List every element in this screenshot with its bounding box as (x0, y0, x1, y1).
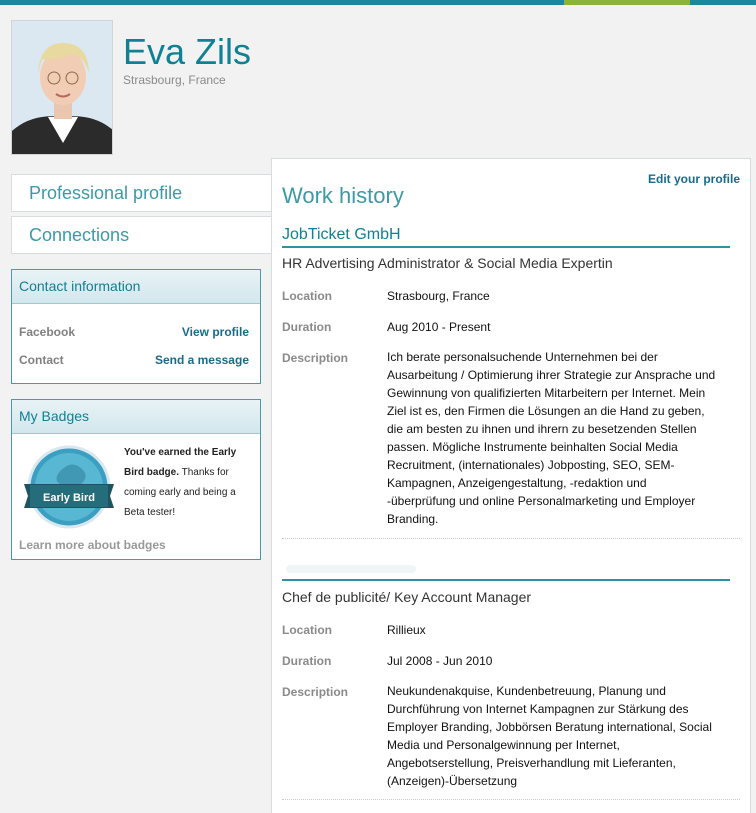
description-value: Neukundenakquise, Kundenbetreuung, Planung und Durchführung von Internet Kampagnen zur Stärkung des Employer Branding, Jobbörsen Beratung international, Social Media und Personalgewinnung per Internet, Angebotserstellung, Preisverhandlung mit Lieferanten, (Anzeigen)-Übersetzung (387, 684, 712, 788)
work-history-panel (271, 158, 751, 813)
early-bird-badge-icon (24, 445, 114, 529)
avatar (11, 20, 113, 155)
top-bar (0, 0, 756, 5)
description-label: Description (282, 351, 349, 365)
description-value: Ich berate personalsuchende Unternehmen bei der Ausarbeitung / Optimierung ihrer Strategie zur Ansprache und Gewinnung von qualifizierten Mitarbeitern per Internet. Mein Ziel ist es, den Firmen die Lösungen an die Hand zu geben, die am besten zu ihnen und ihrern zu besetzenden Stellen passen. Mögliche Instrumente beinhalten Social Media Recruitment, (internationales) Jobposting, SEO, SEM-Kampagnen, Anzeigengestaltung, -redaktion und -überprüfung und online Personalmarketing und Employer Branding. (387, 350, 716, 526)
duration-value: Aug 2010 - Present (387, 320, 491, 334)
contact-row-contact (19, 353, 249, 367)
location-value: Strasbourg, France (387, 289, 490, 303)
badge-description-bold: You've earned the Early Bird badge. (124, 447, 237, 478)
tab-professional-profile[interactable]: Professional profile (11, 174, 272, 212)
job-separator (282, 799, 740, 800)
location-label: Location (282, 623, 332, 637)
view-profile-link[interactable]: View profile (181, 325, 249, 339)
duration-value: Jul 2008 - Jun 2010 (387, 654, 493, 668)
my-badges-title: My Badges (12, 400, 260, 434)
company-name-redacted (286, 565, 416, 573)
top-bar-accent (564, 0, 690, 5)
profile-location: Strasbourg, France (123, 73, 226, 87)
location-label: Location (282, 289, 332, 303)
contact-label: Facebook (19, 325, 76, 339)
contact-information-box (11, 269, 261, 384)
my-badges-box (11, 399, 261, 560)
job-title: Chef de publicité/ Key Account Manager (282, 589, 532, 605)
profile-name: Eva Zils (123, 31, 252, 72)
contact-information-title: Contact information (12, 270, 260, 304)
contact-row-facebook (19, 325, 249, 339)
duration-label: Duration (282, 320, 332, 334)
description-label: Description (282, 685, 349, 699)
job-separator (282, 538, 740, 539)
company-name[interactable] (282, 559, 730, 581)
duration-label: Duration (282, 654, 332, 668)
edit-profile-link[interactable]: Edit your profile (647, 172, 740, 186)
location-value: Rillieux (387, 623, 426, 637)
learn-more-badges-link[interactable]: Learn more about badges (19, 538, 166, 552)
badge-description-rest: Thanks for coming early and being a Beta tester! (124, 467, 236, 518)
work-history-title: Work history (282, 183, 404, 208)
badge-name: Early Bird (43, 492, 95, 504)
tab-connections[interactable]: Connections (11, 216, 272, 254)
job-title: HR Advertising Administrator & Social Media Expertin (282, 255, 613, 271)
contact-label: Contact (19, 353, 64, 367)
badge-description (124, 443, 254, 523)
company-name[interactable]: JobTicket GmbH (282, 226, 730, 248)
send-message-link[interactable]: Send a message (154, 353, 249, 367)
